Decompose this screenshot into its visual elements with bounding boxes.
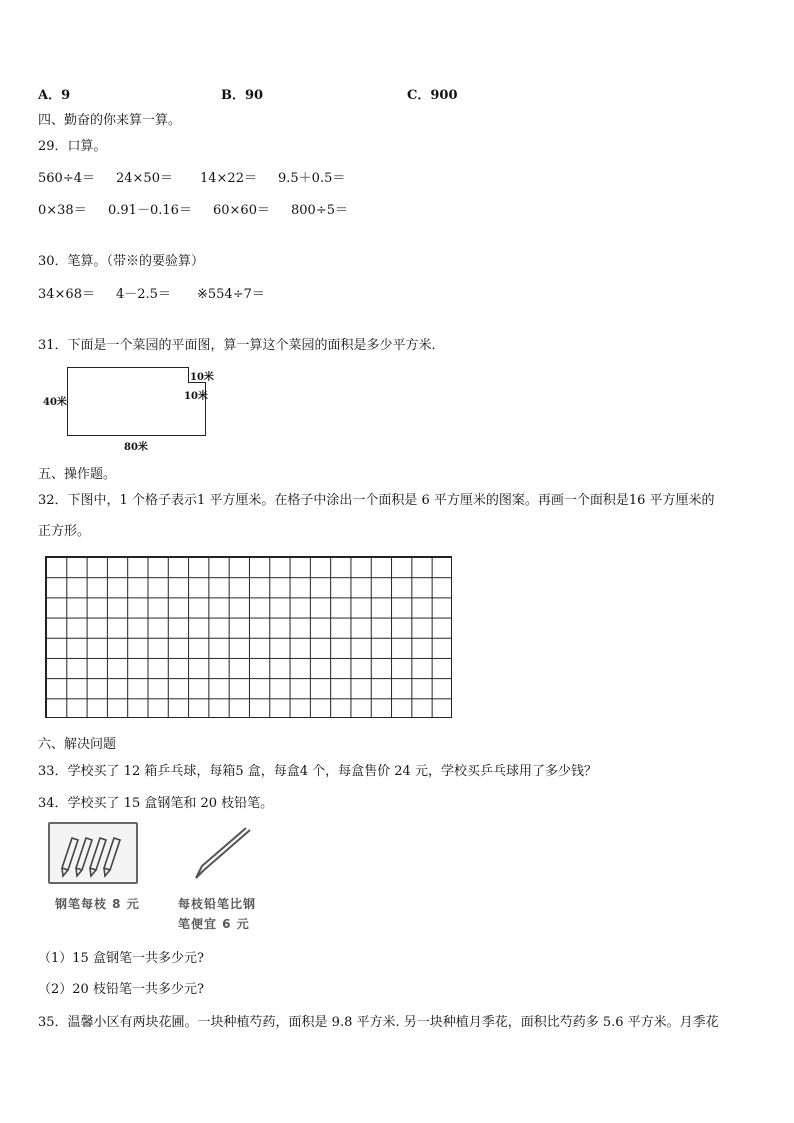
q29-item: 800÷5＝ xyxy=(291,203,348,218)
section-5-title: 五、操作题。 xyxy=(38,467,117,482)
pen-price-caption: 钢笔每枝 8 元 xyxy=(55,897,140,911)
q29-label: 29．口算。 xyxy=(38,139,107,154)
q29-item: 0.91－0.16＝ xyxy=(108,203,192,218)
pencil-price-caption-line1: 每枝铅笔比钢 xyxy=(178,897,257,911)
q30-item: 34×68＝ xyxy=(38,287,95,302)
option-c: C．900 xyxy=(407,88,458,103)
pens-icon xyxy=(50,824,136,882)
garden-notch-top-length: 10米 xyxy=(190,372,214,383)
pencil-icon xyxy=(190,826,256,882)
square-grid[interactable] xyxy=(45,556,452,718)
garden-notch-side-length: 10米 xyxy=(184,391,208,402)
pen-box-image xyxy=(48,822,138,884)
garden-left-length: 40米 xyxy=(43,397,67,408)
q29-item: 24×50＝ xyxy=(116,171,173,186)
q29-item: 9.5＋0.5＝ xyxy=(278,171,346,186)
q30-label: 30．笔算。（带※的要验算） xyxy=(38,254,205,269)
q32-text-line2: 正方形。 xyxy=(38,524,91,539)
garden-bottom-length: 80米 xyxy=(124,442,148,453)
q32-text-line1: 32．下图中，1 个格子表示1 平方厘米。在格子中涂出一个面积是 6 平方厘米的图案。再画一个面积是16 平方厘米的 xyxy=(38,493,715,508)
q29-item: 0×38＝ xyxy=(38,203,87,218)
q34-sub1: （1）15 盒钢笔一共多少元? xyxy=(38,951,204,966)
q34-sub2: （2）20 枝铅笔一共多少元? xyxy=(38,982,204,997)
pencil-price-caption-line2: 笔便宜 6 元 xyxy=(178,917,250,931)
section-6-title: 六、解决问题 xyxy=(38,737,117,752)
q30-item: ※554÷7＝ xyxy=(197,287,265,302)
option-b: B．90 xyxy=(221,88,264,103)
q35-text: 35．温馨小区有两块花圃。一块种植芍药，面积是 9.8 平方米. 另一块种植月季花，面积比芍药多 5.6 平方米。月季花 xyxy=(38,1015,719,1030)
q33-text: 33．学校买了 12 箱乒乓球，每箱5 盒，每盒4 个，每盒售价 24 元，学校买乒乓球用了多少钱？ xyxy=(38,764,597,779)
q29-item: 560÷4＝ xyxy=(38,171,95,186)
option-a: A．9 xyxy=(38,88,71,103)
q31-label: 31．下面是一个菜园的平面图，算一算这个菜园的面积是多少平方米． xyxy=(38,338,445,353)
section-4-title: 四、勤奋的你来算一算。 xyxy=(38,113,182,128)
q34-text: 34．学校买了 15 盒钢笔和 20 枝铅笔。 xyxy=(38,796,274,811)
q30-item: 4－2.5＝ xyxy=(116,287,171,302)
q29-item: 60×60＝ xyxy=(213,203,270,218)
q29-item: 14×22＝ xyxy=(200,171,257,186)
